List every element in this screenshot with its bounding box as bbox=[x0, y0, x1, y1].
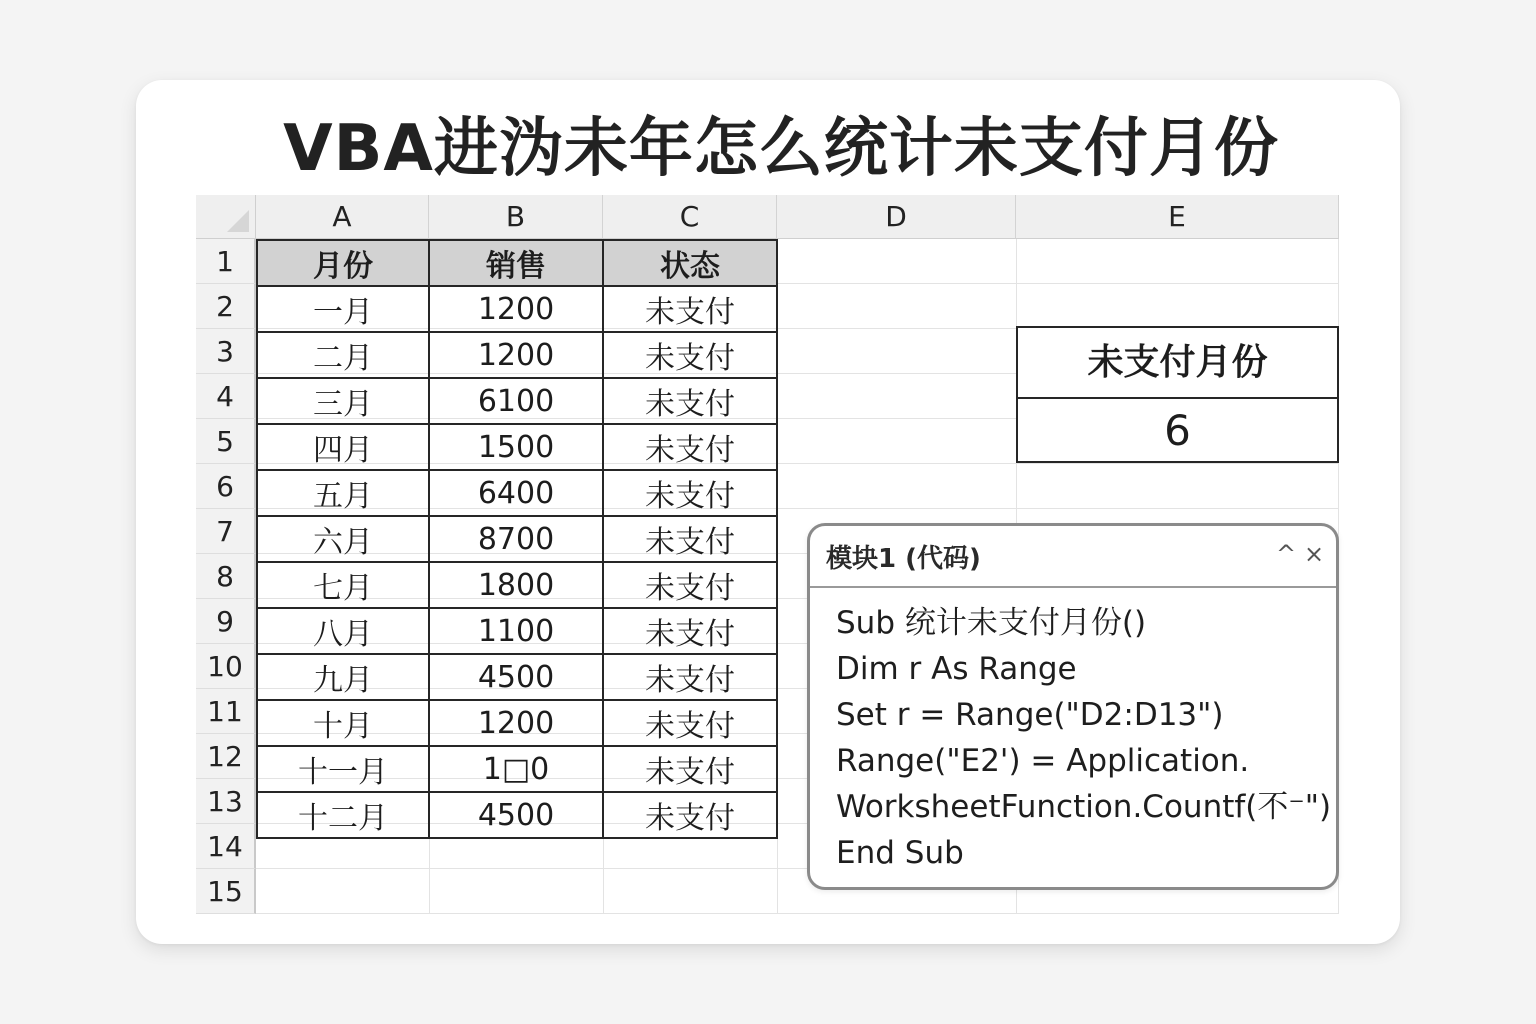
sales-cell[interactable]: 4500 bbox=[429, 654, 603, 700]
month-cell[interactable]: 五月 bbox=[257, 470, 429, 516]
month-cell[interactable]: 四月 bbox=[257, 424, 429, 470]
status-cell[interactable]: 未支付 bbox=[603, 516, 777, 562]
vba-title-divider bbox=[810, 586, 1336, 588]
data-table bbox=[256, 239, 778, 839]
month-cell[interactable]: 十一月 bbox=[257, 746, 429, 792]
month-cell[interactable]: 七月 bbox=[257, 562, 429, 608]
result-box bbox=[1016, 326, 1339, 463]
table-row bbox=[257, 654, 777, 700]
table-header-row bbox=[257, 240, 777, 286]
month-cell[interactable]: 三月 bbox=[257, 378, 429, 424]
select-all-icon bbox=[227, 210, 249, 232]
close-icon[interactable]: × bbox=[1304, 540, 1325, 568]
status-cell[interactable]: 未支付 bbox=[603, 286, 777, 332]
code-line[interactable]: Dim r As Range bbox=[836, 651, 1077, 687]
code-line[interactable]: Set r = Range("D2:D13") bbox=[836, 697, 1224, 733]
column-header-e[interactable]: E bbox=[1016, 195, 1339, 239]
code-line[interactable]: WorksheetFunction.Countf(不⁻") bbox=[836, 789, 1332, 825]
table-row bbox=[257, 608, 777, 654]
status-cell[interactable]: 未支付 bbox=[603, 654, 777, 700]
status-cell[interactable]: 未支付 bbox=[603, 700, 777, 746]
status-cell[interactable]: 未支付 bbox=[603, 746, 777, 792]
status-cell[interactable]: 未支付 bbox=[603, 792, 777, 838]
table-row bbox=[257, 378, 777, 424]
sales-cell[interactable]: 4500 bbox=[429, 792, 603, 838]
table-row bbox=[257, 470, 777, 516]
row-header-4[interactable]: 4 bbox=[196, 374, 256, 419]
code-line[interactable]: Range("E2') = Application. bbox=[836, 743, 1250, 779]
row-header-8[interactable]: 8 bbox=[196, 554, 256, 599]
sales-cell[interactable]: 8700 bbox=[429, 516, 603, 562]
sales-cell[interactable]: 1100 bbox=[429, 608, 603, 654]
code-line[interactable]: End Sub bbox=[836, 835, 964, 871]
row-header-13[interactable]: 13 bbox=[196, 779, 256, 824]
month-cell[interactable]: 十二月 bbox=[257, 792, 429, 838]
month-cell[interactable]: 九月 bbox=[257, 654, 429, 700]
row-header-9[interactable]: 9 bbox=[196, 599, 256, 644]
month-cell[interactable]: 一月 bbox=[257, 286, 429, 332]
row-header-3[interactable]: 3 bbox=[196, 329, 256, 374]
column-header-a[interactable]: A bbox=[256, 195, 429, 239]
table-row bbox=[257, 700, 777, 746]
vba-window-title: 模块1 (代码) bbox=[826, 544, 981, 574]
table-row bbox=[257, 792, 777, 838]
column-header-d[interactable]: D bbox=[777, 195, 1016, 239]
row-header-15[interactable]: 15 bbox=[196, 869, 256, 914]
column-header-b[interactable]: B bbox=[429, 195, 603, 239]
row-header-12[interactable]: 12 bbox=[196, 734, 256, 779]
table-row bbox=[257, 332, 777, 378]
row-header-2[interactable]: 2 bbox=[196, 284, 256, 329]
table-row bbox=[257, 562, 777, 608]
status-cell[interactable]: 未支付 bbox=[603, 378, 777, 424]
row-header-1[interactable]: 1 bbox=[196, 239, 256, 284]
gridline-horizontal bbox=[256, 913, 1339, 914]
row-header-6[interactable]: 6 bbox=[196, 464, 256, 509]
month-cell[interactable]: 六月 bbox=[257, 516, 429, 562]
month-cell[interactable]: 二月 bbox=[257, 332, 429, 378]
column-header-c[interactable]: C bbox=[603, 195, 777, 239]
month-cell[interactable]: 十月 bbox=[257, 700, 429, 746]
vba-code-area[interactable] bbox=[836, 600, 1332, 876]
sales-cell[interactable]: 1200 bbox=[429, 700, 603, 746]
sales-cell[interactable]: 1200 bbox=[429, 286, 603, 332]
result-label[interactable]: 未支付月份 bbox=[1018, 328, 1337, 399]
row-header-5[interactable]: 5 bbox=[196, 419, 256, 464]
row-header-11[interactable]: 11 bbox=[196, 689, 256, 734]
sales-cell[interactable]: 1□0 bbox=[429, 746, 603, 792]
status-cell[interactable]: 未支付 bbox=[603, 332, 777, 378]
page-title: VBA进沩未年怎么统计未支付月份 bbox=[283, 112, 1279, 186]
sales-cell[interactable]: 6400 bbox=[429, 470, 603, 516]
table-header-cell[interactable]: 状态 bbox=[603, 240, 777, 286]
sales-cell[interactable]: 6100 bbox=[429, 378, 603, 424]
collapse-icon[interactable]: ^ bbox=[1276, 540, 1297, 568]
status-cell[interactable]: 未支付 bbox=[603, 608, 777, 654]
row-header-7[interactable]: 7 bbox=[196, 509, 256, 554]
table-row bbox=[257, 516, 777, 562]
table-row bbox=[257, 424, 777, 470]
month-cell[interactable]: 八月 bbox=[257, 608, 429, 654]
sales-cell[interactable]: 1200 bbox=[429, 332, 603, 378]
table-header-cell[interactable]: 销售 bbox=[429, 240, 603, 286]
sales-cell[interactable]: 1800 bbox=[429, 562, 603, 608]
sales-cell[interactable]: 1500 bbox=[429, 424, 603, 470]
result-value[interactable]: 6 bbox=[1164, 406, 1191, 455]
table-row bbox=[257, 746, 777, 792]
code-line[interactable]: Sub 统计未支付月份() bbox=[836, 605, 1147, 641]
select-all-corner[interactable] bbox=[196, 195, 256, 239]
table-row bbox=[257, 286, 777, 332]
table-header-cell[interactable]: 月份 bbox=[257, 240, 429, 286]
status-cell[interactable]: 未支付 bbox=[603, 562, 777, 608]
row-header-14[interactable]: 14 bbox=[196, 824, 256, 869]
status-cell[interactable]: 未支付 bbox=[603, 470, 777, 516]
status-cell[interactable]: 未支付 bbox=[603, 424, 777, 470]
row-header-10[interactable]: 10 bbox=[196, 644, 256, 689]
vba-code-window[interactable] bbox=[807, 523, 1339, 890]
